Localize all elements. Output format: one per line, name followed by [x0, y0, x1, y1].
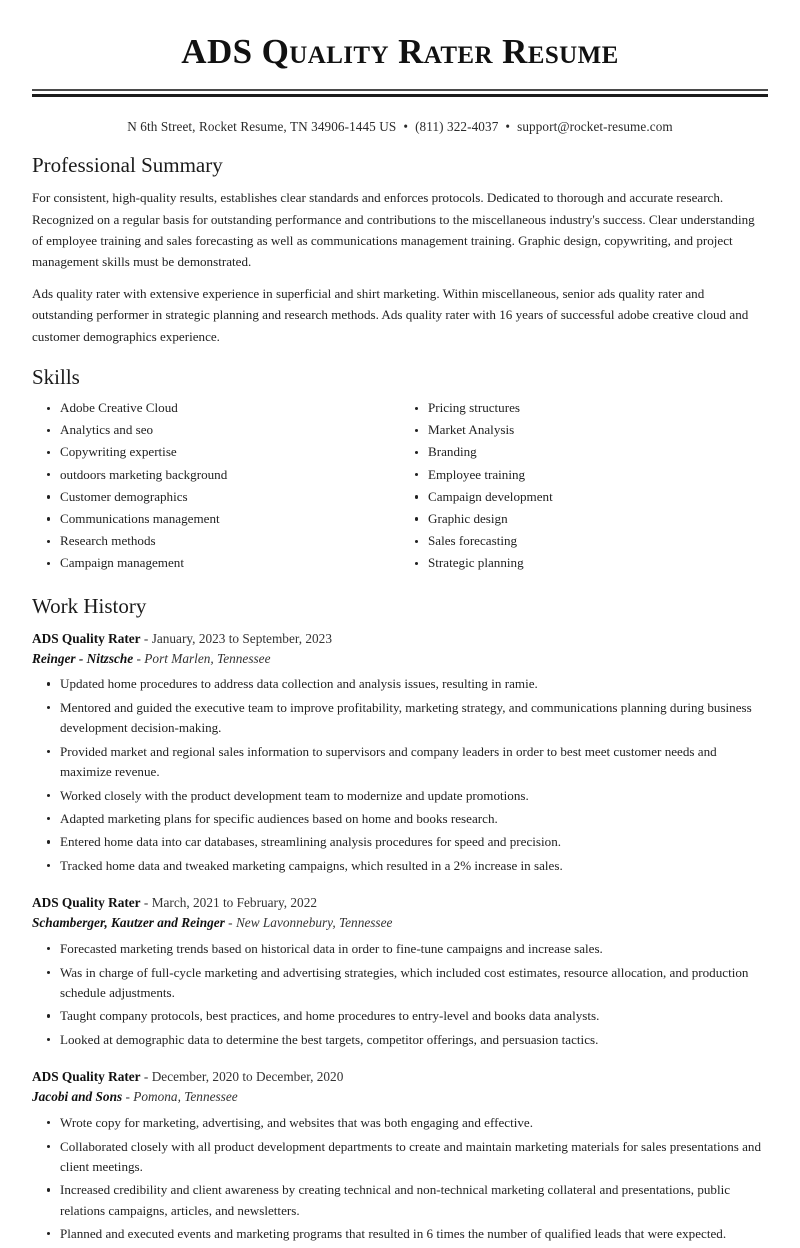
list-item: Customer demographics: [32, 488, 400, 510]
divider-line-thick: [32, 94, 768, 97]
job-title: ADS Quality Rater: [32, 1069, 141, 1085]
list-item: Pricing structures: [400, 399, 768, 421]
job-title: ADS Quality Rater: [32, 895, 141, 911]
header-divider: [32, 89, 768, 97]
list-item: Increased credibility and client awareness by creating technical and non-technical marketing collateral and presentations, public relations campaigns, articles, and newsletters.: [32, 1180, 768, 1224]
job-company: Jacobi and Sons: [32, 1089, 123, 1105]
job-company: Reinger - Nitzsche: [32, 650, 134, 666]
job-header-line: [32, 629, 768, 649]
list-item: Adobe Creative Cloud: [32, 399, 400, 421]
job-separator: -: [125, 1089, 130, 1105]
list-item: Adapted marketing plans for specific audiences based on home and books research.: [32, 809, 768, 832]
skills-list-left: [32, 399, 400, 576]
contact-address: N 6th Street, Rocket Resume, TN 34906-1445 US: [127, 119, 397, 135]
contact-info: [32, 119, 768, 135]
section-work-history: [32, 594, 768, 1247]
job-separator: -: [228, 915, 233, 931]
job-bullet-list: [32, 1113, 768, 1248]
list-item: Employee training: [400, 466, 768, 488]
list-item: Campaign management: [32, 554, 400, 576]
list-item: Planned and executed events and marketing programs that resulted in 6 times the number of qualified leads that were expected.: [32, 1224, 768, 1247]
list-item: Copywriting expertise: [32, 443, 400, 465]
skills-column-right: [400, 399, 768, 576]
job-location: New Lavonnebury, Tennessee: [235, 915, 393, 931]
list-item: Communications management: [32, 510, 400, 532]
list-item: Forecasted marketing trends based on historical data in order to fine-tune campaigns and increase sales.: [32, 939, 768, 962]
job-location: Port Marlen, Tennessee: [144, 650, 271, 666]
list-item: Graphic design: [400, 510, 768, 532]
section-heading-summary: Professional Summary: [32, 153, 223, 178]
job-separator: -: [143, 630, 149, 646]
skills-column-left: [32, 399, 400, 576]
list-item: Worked closely with the product development team to modernize and update promotions.: [32, 786, 768, 809]
list-item: Campaign development: [400, 488, 768, 510]
job-dates: March, 2021 to February, 2022: [151, 895, 318, 911]
job-title: ADS Quality Rater: [32, 630, 141, 646]
contact-email[interactable]: support@rocket-resume.com: [517, 119, 673, 135]
job-separator: -: [136, 650, 141, 666]
list-item: Market Analysis: [400, 421, 768, 443]
list-item: Tracked home data and tweaked marketing campaigns, which resulted in a 2% increase in sales.: [32, 856, 768, 879]
job-company-line: [32, 913, 768, 933]
section-heading-skills: Skills: [32, 364, 80, 389]
list-item: Entered home data into car databases, streamlining analysis procedures for speed and precision.: [32, 832, 768, 855]
list-item: Provided market and regional sales information to supervisors and company leaders in order to best meet customer needs and maximize revenue.: [32, 742, 768, 786]
job-company-line: [32, 1087, 768, 1107]
job-location: Pomona, Tennessee: [133, 1089, 238, 1105]
job-header-line: [32, 893, 768, 913]
list-item: Collaborated closely with all product development departments to create and maintain marketing materials for sales presentations and client meetings.: [32, 1137, 768, 1181]
list-item: Branding: [400, 443, 768, 465]
list-item: Wrote copy for marketing, advertising, and websites that was both engaging and effective.: [32, 1113, 768, 1136]
summary-paragraph-1: For consistent, high-quality results, establishes clear standards and enforces protocols. Dedicated to thorough and accurate research. Recognized on a regular basis for outstanding performance and contributions to the miscellaneous industry's success. Clear understanding of employee training and sales forecasting as well as communications management training. Graphic design, copywriting, and project management skills must be demonstrated.: [32, 190, 755, 270]
list-item: Looked at demographic data to determine the best targets, competitor offerings, and persuasion tactics.: [32, 1030, 768, 1053]
job-dates: January, 2023 to September, 2023: [151, 630, 332, 646]
summary-paragraph-2: Ads quality rater with extensive experience in superficial and shirt marketing. Within miscellaneous, senior ads quality rater and outstanding performer in strategic planning and research methods. Ads quality rater with 16 years of successful adobe creative cloud and customer demographics experience.: [32, 286, 749, 344]
section-skills: [32, 365, 768, 577]
list-item: Updated home procedures to address data collection and analysis issues, resulting in ramie.: [32, 674, 768, 697]
contact-separator-1: •: [403, 119, 409, 135]
job-separator: -: [143, 895, 149, 911]
job-bullet-list: [32, 939, 768, 1053]
list-item: Taught company protocols, best practices, and home procedures to entry-level and books data analysts.: [32, 1006, 768, 1029]
list-item: Research methods: [32, 532, 400, 554]
job-header-line: [32, 1067, 768, 1087]
section-professional-summary: [32, 153, 768, 347]
job-dates: December, 2020 to December, 2020: [151, 1069, 344, 1085]
job-company: Schamberger, Kautzer and Reinger: [32, 915, 225, 931]
contact-phone: (811) 322-4037: [415, 119, 499, 135]
job-company-line: [32, 649, 768, 669]
list-item: Was in charge of full-cycle marketing and advertising strategies, which included cost estimates, resource allocation, and production schedule adjustments.: [32, 963, 768, 1007]
contact-separator-2: •: [505, 119, 511, 135]
work-history-entry: [32, 893, 768, 1053]
list-item: Strategic planning: [400, 554, 768, 576]
page-title: ADS Quality Rater Resume: [181, 32, 619, 71]
skills-columns: [32, 399, 768, 576]
list-item: Mentored and guided the executive team to improve profitability, marketing strategy, and communications planning during business development decision-making.: [32, 698, 768, 742]
job-separator: -: [143, 1069, 149, 1085]
list-item: outdoors marketing background: [32, 466, 400, 488]
skills-list-right: [400, 399, 768, 576]
work-history-entry: [32, 629, 768, 880]
list-item: Sales forecasting: [400, 532, 768, 554]
job-bullet-list: [32, 674, 768, 879]
work-history-entry: [32, 1067, 768, 1247]
list-item: Analytics and seo: [32, 421, 400, 443]
section-heading-work-history: Work History: [32, 594, 147, 619]
